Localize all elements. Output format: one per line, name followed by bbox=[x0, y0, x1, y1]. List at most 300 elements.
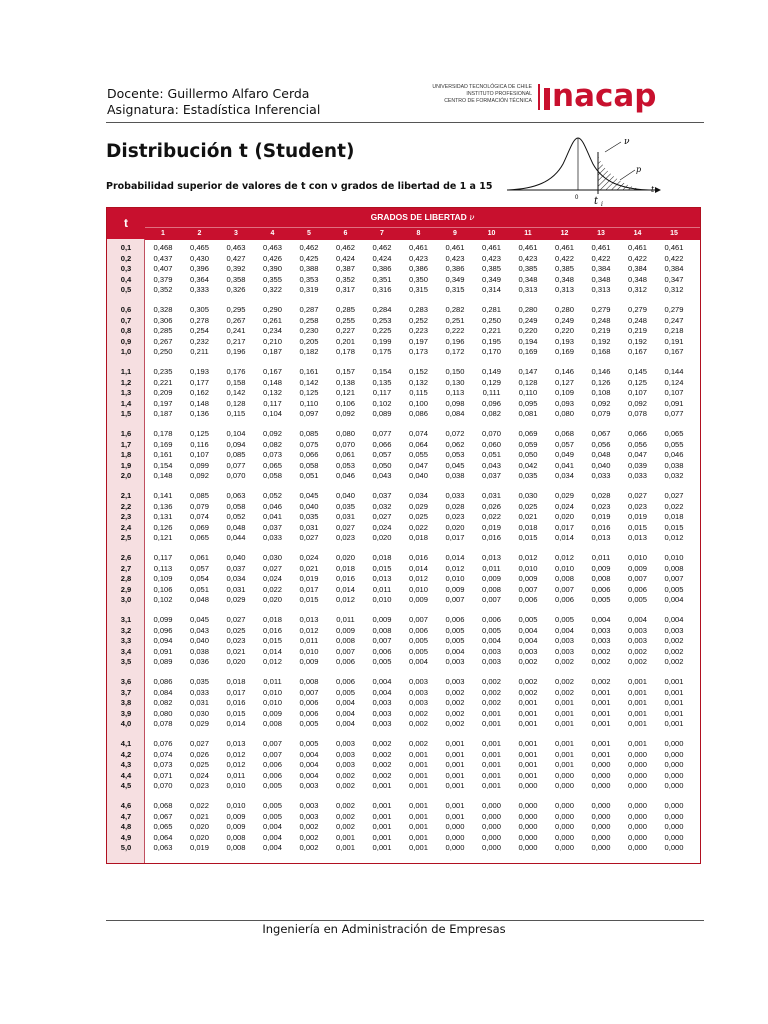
table-cell: 0,430 bbox=[189, 253, 209, 263]
table-cell: 0,173 bbox=[408, 347, 428, 357]
table-cell: 0,001 bbox=[554, 749, 574, 759]
table-cell: 0,193 bbox=[554, 336, 574, 346]
table-cell: 0,000 bbox=[591, 811, 611, 821]
table-cell: 0,012 bbox=[299, 625, 319, 635]
table-cell: 0,021 bbox=[226, 646, 246, 656]
table-cell: 0,005 bbox=[408, 646, 428, 656]
table-cell: 0,261 bbox=[262, 315, 282, 325]
table-cell: 0,004 bbox=[299, 760, 319, 770]
table-cell: 0,096 bbox=[481, 398, 501, 408]
table-cell: 0,290 bbox=[262, 305, 282, 314]
table-cell: 0,000 bbox=[664, 781, 684, 791]
table-cell: 0,437 bbox=[153, 253, 173, 263]
table-cell: 0,000 bbox=[627, 822, 647, 832]
table-row bbox=[107, 449, 700, 460]
t-value: 1,1 bbox=[120, 367, 132, 376]
table-cell: 0,001 bbox=[372, 801, 392, 810]
t-value: 1,8 bbox=[120, 450, 132, 460]
table-cell: 0,001 bbox=[372, 822, 392, 832]
table-cell: 0,006 bbox=[372, 646, 392, 656]
table-cell: 0,079 bbox=[591, 409, 611, 419]
table-cell: 0,004 bbox=[372, 687, 392, 697]
table-cell: 0,003 bbox=[627, 625, 647, 635]
table-row bbox=[107, 366, 700, 377]
table-cell: 0,096 bbox=[153, 625, 173, 635]
table-cell: 0,009 bbox=[226, 822, 246, 832]
table-cell: 0,141 bbox=[153, 491, 173, 500]
table-cell: 0,003 bbox=[627, 636, 647, 646]
table-cell: 0,004 bbox=[627, 615, 647, 624]
table-cell: 0,016 bbox=[335, 574, 355, 584]
table-cell: 0,007 bbox=[262, 749, 282, 759]
table-cell: 0,146 bbox=[591, 367, 611, 376]
table-row bbox=[107, 532, 700, 543]
table-cell: 0,001 bbox=[518, 749, 538, 759]
table-row bbox=[107, 325, 700, 336]
group-header-label: GRADOS DE LIBERTAD bbox=[370, 212, 467, 222]
t-distribution-table bbox=[106, 207, 701, 864]
table-cell: 0,461 bbox=[481, 243, 501, 252]
table-cell: 0,249 bbox=[518, 315, 538, 325]
table-cell: 0,004 bbox=[481, 636, 501, 646]
table-cell: 0,002 bbox=[591, 657, 611, 667]
table-cell: 0,000 bbox=[664, 832, 684, 842]
table-cell: 0,010 bbox=[226, 781, 246, 791]
table-cell: 0,058 bbox=[226, 501, 246, 511]
table-cell: 0,002 bbox=[335, 822, 355, 832]
table-cell: 0,235 bbox=[153, 367, 173, 376]
table-cell: 0,217 bbox=[226, 336, 246, 346]
table-cell: 0,385 bbox=[554, 264, 574, 274]
table-cell: 0,033 bbox=[627, 471, 647, 481]
table-cell: 0,004 bbox=[299, 770, 319, 780]
table-cell: 0,006 bbox=[262, 770, 282, 780]
table-cell: 0,000 bbox=[627, 843, 647, 853]
table-cell: 0,249 bbox=[554, 315, 574, 325]
table-cell: 0,012 bbox=[664, 533, 684, 543]
table-cell: 0,006 bbox=[335, 677, 355, 686]
table-cell: 0,113 bbox=[445, 388, 465, 398]
table-cell: 0,182 bbox=[299, 347, 319, 357]
table-cell: 0,225 bbox=[372, 326, 392, 336]
table-cell: 0,048 bbox=[591, 450, 611, 460]
table-cell: 0,019 bbox=[481, 522, 501, 532]
table-cell: 0,008 bbox=[664, 563, 684, 573]
t-value: 2,1 bbox=[120, 491, 132, 500]
table-cell: 0,148 bbox=[189, 398, 209, 408]
table-cell: 0,056 bbox=[591, 439, 611, 449]
table-cell: 0,351 bbox=[372, 274, 392, 284]
table-cell: 0,022 bbox=[664, 501, 684, 511]
table-cell: 0,004 bbox=[335, 708, 355, 718]
table-cell: 0,468 bbox=[153, 243, 173, 252]
table-cell: 0,001 bbox=[554, 739, 574, 748]
table-cell: 0,036 bbox=[189, 657, 209, 667]
table-cell: 0,000 bbox=[554, 843, 574, 853]
table-cell: 0,102 bbox=[153, 595, 173, 605]
table-cell: 0,047 bbox=[627, 450, 647, 460]
table-cell: 0,001 bbox=[445, 801, 465, 810]
table-cell: 0,313 bbox=[518, 285, 538, 295]
table-cell: 0,004 bbox=[554, 625, 574, 635]
table-cell: 0,008 bbox=[226, 843, 246, 853]
table-cell: 0,386 bbox=[408, 264, 428, 274]
table-cell: 0,386 bbox=[372, 264, 392, 274]
table-cell: 0,313 bbox=[591, 285, 611, 295]
table-cell: 0,279 bbox=[627, 305, 647, 314]
t-value: 4,3 bbox=[120, 760, 132, 770]
table-cell: 0,386 bbox=[445, 264, 465, 274]
table-row bbox=[107, 842, 700, 853]
docente-label: Docente: Guillermo Alfaro Cerda bbox=[107, 86, 310, 101]
table-cell: 0,003 bbox=[408, 698, 428, 708]
table-cell: 0,070 bbox=[335, 439, 355, 449]
table-cell: 0,379 bbox=[153, 274, 173, 284]
table-cell: 0,002 bbox=[372, 749, 392, 759]
table-cell: 0,040 bbox=[189, 636, 209, 646]
table-cell: 0,015 bbox=[299, 595, 319, 605]
table-cell: 0,385 bbox=[518, 264, 538, 274]
table-cell: 0,030 bbox=[518, 491, 538, 500]
table-cell: 0,057 bbox=[189, 563, 209, 573]
p-label: p bbox=[636, 165, 642, 174]
table-cell: 0,078 bbox=[153, 719, 173, 729]
table-cell: 0,227 bbox=[335, 326, 355, 336]
table-row bbox=[107, 832, 700, 843]
table-cell: 0,002 bbox=[335, 770, 355, 780]
table-cell: 0,011 bbox=[482, 563, 501, 573]
table-cell: 0,132 bbox=[408, 377, 428, 387]
table-cell: 0,422 bbox=[591, 253, 611, 263]
table-cell: 0,384 bbox=[627, 264, 647, 274]
table-cell: 0,209 bbox=[153, 388, 173, 398]
table-cell: 0,003 bbox=[299, 801, 319, 810]
table-cell: 0,002 bbox=[372, 739, 392, 748]
table-cell: 0,053 bbox=[445, 450, 465, 460]
footer-text: Ingeniería en Administración de Empresas bbox=[262, 922, 506, 936]
page-subtitle: Probabilidad superior de valores de t con ν grados de libertad de 1 a 15 bbox=[106, 181, 493, 192]
table-cell: 0,013 bbox=[299, 615, 319, 624]
table-cell: 0,061 bbox=[189, 553, 209, 562]
table-cell: 0,046 bbox=[262, 501, 282, 511]
table-cell: 0,002 bbox=[372, 770, 392, 780]
table-cell: 0,461 bbox=[445, 243, 465, 252]
table-cell: 0,015 bbox=[226, 708, 246, 718]
table-cell: 0,010 bbox=[372, 595, 392, 605]
table-row bbox=[107, 428, 700, 439]
table-cell: 0,003 bbox=[591, 636, 611, 646]
table-cell: 0,053 bbox=[335, 460, 355, 470]
table-cell: 0,013 bbox=[591, 533, 611, 543]
table-cell: 0,001 bbox=[518, 770, 538, 780]
table-cell: 0,034 bbox=[554, 471, 574, 481]
t-value: 2,5 bbox=[120, 533, 132, 543]
table-cell: 0,126 bbox=[153, 522, 173, 532]
table-cell: 0,012 bbox=[262, 657, 282, 667]
table-cell: 0,175 bbox=[372, 347, 392, 357]
table-cell: 0,006 bbox=[299, 708, 319, 718]
table-cell: 0,000 bbox=[627, 770, 647, 780]
table-cell: 0,355 bbox=[262, 274, 282, 284]
table-row bbox=[107, 346, 700, 357]
t-value: 3,3 bbox=[120, 636, 132, 646]
table-cell: 0,003 bbox=[481, 657, 501, 667]
table-cell: 0,044 bbox=[226, 533, 246, 543]
table-cell: 0,052 bbox=[262, 491, 282, 500]
table-row bbox=[107, 614, 700, 625]
table-cell: 0,069 bbox=[518, 429, 538, 438]
table-cell: 0,008 bbox=[591, 574, 611, 584]
table-cell: 0,011 bbox=[299, 636, 319, 646]
table-cell: 0,001 bbox=[481, 708, 501, 718]
table-cell: 0,010 bbox=[554, 563, 574, 573]
t-value: 0,3 bbox=[120, 264, 132, 274]
table-row bbox=[107, 811, 700, 822]
table-cell: 0,073 bbox=[153, 760, 173, 770]
table-cell: 0,000 bbox=[627, 801, 647, 810]
table-cell: 0,005 bbox=[554, 615, 574, 624]
table-cell: 0,003 bbox=[408, 687, 428, 697]
table-cell: 0,162 bbox=[189, 388, 209, 398]
table-cell: 0,006 bbox=[262, 760, 282, 770]
table-cell: 0,002 bbox=[627, 646, 647, 656]
table-cell: 0,011 bbox=[263, 677, 282, 686]
table-cell: 0,353 bbox=[299, 274, 319, 284]
table-cell: 0,000 bbox=[554, 811, 574, 821]
table-cell: 0,002 bbox=[408, 708, 428, 718]
nu-label: ν bbox=[624, 137, 630, 147]
table-cell: 0,040 bbox=[335, 491, 355, 500]
table-cell: 0,003 bbox=[335, 749, 355, 759]
table-cell: 0,065 bbox=[262, 460, 282, 470]
table-cell: 0,001 bbox=[335, 843, 355, 853]
table-cell: 0,001 bbox=[445, 781, 465, 791]
table-cell: 0,016 bbox=[591, 522, 611, 532]
t-value: 1,7 bbox=[120, 439, 132, 449]
table-cell: 0,027 bbox=[299, 533, 319, 543]
t-value: 0,9 bbox=[120, 336, 132, 346]
table-cell: 0,124 bbox=[664, 377, 684, 387]
nu-symbol: ν bbox=[469, 213, 475, 223]
table-cell: 0,099 bbox=[189, 460, 209, 470]
table-cell: 0,008 bbox=[335, 636, 355, 646]
table-cell: 0,135 bbox=[372, 377, 392, 387]
table-cell: 0,167 bbox=[627, 347, 647, 357]
table-cell: 0,219 bbox=[627, 326, 647, 336]
table-cell: 0,070 bbox=[226, 471, 246, 481]
table-cell: 0,461 bbox=[627, 243, 647, 252]
table-cell: 0,000 bbox=[518, 822, 538, 832]
logo-i-mark bbox=[544, 88, 550, 110]
table-row bbox=[107, 646, 700, 657]
table-cell: 0,076 bbox=[153, 739, 173, 748]
table-row bbox=[107, 242, 700, 253]
table-cell: 0,007 bbox=[518, 584, 538, 594]
table-cell: 0,001 bbox=[627, 687, 647, 697]
table-cell: 0,232 bbox=[189, 336, 209, 346]
table-cell: 0,001 bbox=[627, 677, 647, 686]
table-cell: 0,014 bbox=[262, 646, 282, 656]
table-cell: 0,248 bbox=[591, 315, 611, 325]
table-cell: 0,022 bbox=[262, 584, 282, 594]
table-cell: 0,035 bbox=[189, 677, 209, 686]
t-value: 1,2 bbox=[120, 377, 132, 387]
table-cell: 0,056 bbox=[627, 439, 647, 449]
table-cell: 0,002 bbox=[299, 832, 319, 842]
table-cell: 0,154 bbox=[153, 460, 173, 470]
table-cell: 0,005 bbox=[372, 657, 392, 667]
table-cell: 0,161 bbox=[153, 450, 173, 460]
table-cell: 0,349 bbox=[445, 274, 465, 284]
table-cell: 0,033 bbox=[189, 687, 209, 697]
table-cell: 0,219 bbox=[591, 326, 611, 336]
table-cell: 0,038 bbox=[664, 460, 684, 470]
table-cell: 0,068 bbox=[153, 801, 173, 810]
table-cell: 0,005 bbox=[299, 719, 319, 729]
table-cell: 0,037 bbox=[481, 471, 501, 481]
inacap-logo bbox=[424, 78, 704, 114]
table-cell: 0,009 bbox=[481, 574, 501, 584]
table-cell: 0,007 bbox=[262, 739, 282, 748]
table-cell: 0,043 bbox=[372, 471, 392, 481]
table-cell: 0,040 bbox=[299, 501, 319, 511]
table-row bbox=[107, 253, 700, 264]
table-cell: 0,001 bbox=[591, 749, 611, 759]
table-cell: 0,009 bbox=[372, 615, 392, 624]
table-cell: 0,106 bbox=[335, 398, 355, 408]
table-cell: 0,388 bbox=[299, 264, 319, 274]
table-cell: 0,022 bbox=[481, 512, 501, 522]
table-cell: 0,062 bbox=[445, 439, 465, 449]
table-cell: 0,006 bbox=[335, 657, 355, 667]
table-row bbox=[107, 738, 700, 749]
table-cell: 0,003 bbox=[445, 677, 465, 686]
table-cell: 0,002 bbox=[664, 636, 684, 646]
table-cell: 0,009 bbox=[335, 625, 355, 635]
table-cell: 0,000 bbox=[518, 843, 538, 853]
table-cell: 0,038 bbox=[189, 646, 209, 656]
table-cell: 0,046 bbox=[664, 450, 684, 460]
table-cell: 0,125 bbox=[627, 377, 647, 387]
table-cell: 0,281 bbox=[481, 305, 501, 314]
table-cell: 0,022 bbox=[408, 522, 428, 532]
table-cell: 0,042 bbox=[518, 460, 538, 470]
table-row bbox=[107, 594, 700, 605]
table-cell: 0,000 bbox=[591, 770, 611, 780]
table-row bbox=[107, 398, 700, 409]
table-cell: 0,005 bbox=[518, 615, 538, 624]
table-cell: 0,197 bbox=[153, 398, 173, 408]
table-cell: 0,002 bbox=[481, 698, 501, 708]
table-cell: 0,029 bbox=[554, 491, 574, 500]
table-cell: 0,121 bbox=[335, 388, 355, 398]
table-cell: 0,000 bbox=[627, 781, 647, 791]
table-cell: 0,008 bbox=[372, 625, 392, 635]
table-cell: 0,019 bbox=[627, 512, 647, 522]
table-cell: 0,030 bbox=[262, 553, 282, 562]
table-cell: 0,004 bbox=[445, 646, 465, 656]
table-cell: 0,001 bbox=[372, 811, 392, 821]
table-cell: 0,384 bbox=[664, 264, 684, 274]
df-header-3: 3 bbox=[234, 230, 238, 237]
page-title: Distribución t (Student) bbox=[106, 141, 355, 162]
t-value: 1,0 bbox=[120, 347, 132, 357]
logo-line-3: CENTRO DE FORMACIÓN TÉCNICA bbox=[444, 98, 532, 104]
table-row bbox=[107, 676, 700, 687]
table-cell: 0,001 bbox=[372, 832, 392, 842]
table-cell: 0,024 bbox=[372, 522, 392, 532]
t-value: 2,7 bbox=[120, 563, 132, 573]
table-cell: 0,007 bbox=[481, 595, 501, 605]
table-cell: 0,000 bbox=[554, 770, 574, 780]
table-cell: 0,004 bbox=[372, 677, 392, 686]
table-cell: 0,192 bbox=[627, 336, 647, 346]
table-cell: 0,080 bbox=[554, 409, 574, 419]
table-row bbox=[107, 625, 700, 636]
table-cell: 0,387 bbox=[335, 264, 355, 274]
table-cell: 0,251 bbox=[445, 315, 465, 325]
t-value: 4,1 bbox=[120, 739, 132, 748]
table-cell: 0,015 bbox=[262, 636, 282, 646]
table-cell: 0,017 bbox=[299, 584, 319, 594]
table-cell: 0,001 bbox=[591, 739, 611, 748]
t-value: 4,4 bbox=[120, 770, 132, 780]
table-cell: 0,012 bbox=[226, 760, 246, 770]
table-cell: 0,013 bbox=[372, 574, 392, 584]
table-cell: 0,148 bbox=[153, 471, 173, 481]
table-cell: 0,017 bbox=[445, 533, 465, 543]
table-cell: 0,024 bbox=[189, 770, 209, 780]
table-cell: 0,020 bbox=[445, 522, 465, 532]
nu-pointer bbox=[605, 142, 621, 152]
table-cell: 0,055 bbox=[664, 439, 684, 449]
df-header-8: 8 bbox=[416, 230, 421, 237]
table-cell: 0,002 bbox=[518, 657, 538, 667]
table-cell: 0,000 bbox=[481, 832, 501, 842]
t-value: 0,8 bbox=[120, 326, 132, 336]
t-value: 3,5 bbox=[120, 657, 132, 667]
df-header-1: 1 bbox=[161, 230, 165, 237]
table-cell: 0,065 bbox=[189, 533, 209, 543]
table-cell: 0,006 bbox=[445, 615, 465, 624]
table-cell: 0,015 bbox=[518, 533, 538, 543]
table-cell: 0,218 bbox=[664, 326, 684, 336]
table-cell: 0,113 bbox=[153, 563, 173, 573]
table-cell: 0,104 bbox=[226, 429, 246, 438]
table-cell: 0,315 bbox=[445, 285, 465, 295]
table-row bbox=[107, 821, 700, 832]
table-cell: 0,007 bbox=[299, 687, 319, 697]
table-cell: 0,328 bbox=[153, 305, 173, 314]
table-cell: 0,084 bbox=[153, 687, 173, 697]
table-cell: 0,254 bbox=[189, 326, 209, 336]
table-cell: 0,001 bbox=[627, 708, 647, 718]
table-cell: 0,326 bbox=[226, 285, 246, 295]
table-cell: 0,333 bbox=[189, 285, 209, 295]
table-cell: 0,000 bbox=[664, 749, 684, 759]
table-cell: 0,157 bbox=[335, 367, 355, 376]
table-cell: 0,001 bbox=[554, 760, 574, 770]
table-cell: 0,003 bbox=[664, 625, 684, 635]
table-cell: 0,013 bbox=[627, 533, 647, 543]
table-cell: 0,007 bbox=[627, 574, 647, 584]
table-cell: 0,253 bbox=[372, 315, 392, 325]
table-cell: 0,018 bbox=[372, 553, 392, 562]
table-cell: 0,014 bbox=[554, 533, 574, 543]
table-cell: 0,007 bbox=[664, 574, 684, 584]
table-cell: 0,221 bbox=[481, 326, 501, 336]
table-cell: 0,063 bbox=[153, 843, 173, 853]
